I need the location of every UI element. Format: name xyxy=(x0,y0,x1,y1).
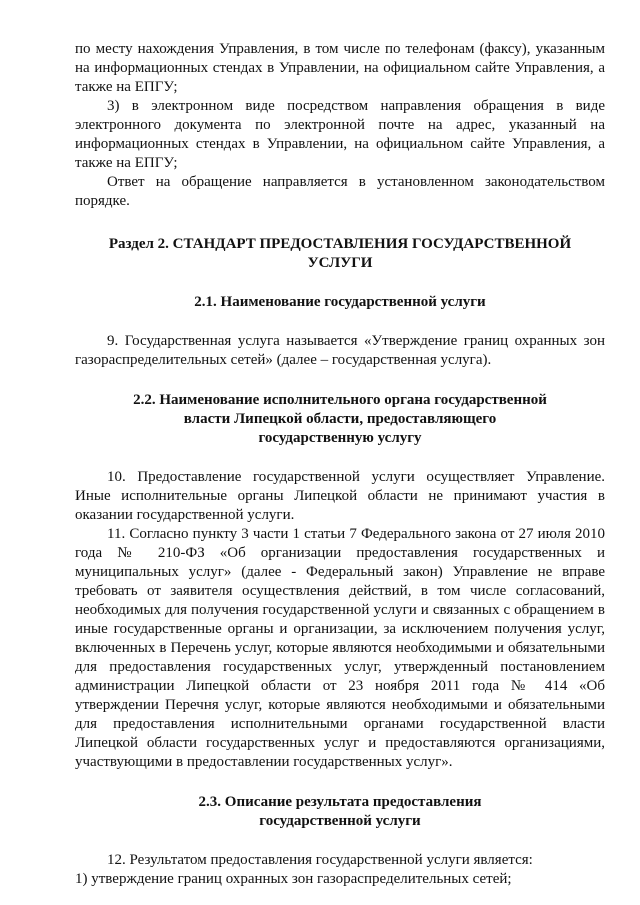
section-2-heading xyxy=(75,235,605,273)
paragraph-answer-order: Ответ на обращение направляется в установленном законодательством порядке. xyxy=(75,174,605,209)
paragraph-12: 12. Результатом предоставления государственной услуги является: xyxy=(107,852,533,868)
subsection-2-3-heading xyxy=(75,793,605,831)
subsection-2-2-heading-line3: государственную услугу xyxy=(258,430,422,446)
section-2-heading-line1: Раздел 2. СТАНДАРТ ПРЕДОСТАВЛЕНИЯ ГОСУДАРСТВЕННОЙ xyxy=(108,236,572,252)
subsection-2-3-heading-line1: 2.3. Описание результата предоставления xyxy=(198,794,482,810)
subsection-2-2-heading xyxy=(75,391,605,448)
paragraph-11: 11. Согласно пункту 3 части 1 статьи 7 Федерального закона от 27 июля 2010 года № 210-ФЗ «Об организации предоставления государственных и муниципальных услуг» (далее - Федеральный закон) Управление не вправе требовать от заявителя осуществления действий, в том числе согласований, необходимых для получения государственной услуги и связанных с обращением в иные государственные органы и организации, за исключением получения услуг, включенных в Перечень услуг, которые являются необходимыми и обязательными для предоставления государственных услуг, утвержденный постановлением администрации Липецкой области от 23 ноября 2011 года № 414 «Об утверждении Перечня услуг, которые являются необходимыми и обязательными для предоставления исполнительными органами государственной власти Липецкой области государственных услуг и предоставляются организациями, участвующими в предоставлении государственных услуг». xyxy=(75,526,605,770)
paragraph-12-item-1: 1) утверждение границ охранных зон газораспределительных сетей; xyxy=(75,871,512,887)
section-2-heading-line2: УСЛУГИ xyxy=(307,255,373,271)
paragraph-electronic-appeal: 3) в электронном виде посредством направления обращения в виде электронного документа по электронной почте на адрес, указанный на информационных стендах в Управлении, на официальном сайте Управления, а также на ЕПГУ; xyxy=(75,98,605,171)
paragraph-9: 9. Государственная услуга называется «Утверждение границ охранных зон газораспределительных сетей» (далее – государственная услуга). xyxy=(75,333,605,368)
subsection-2-2-heading-line1: 2.2. Наименование исполнительного органа государственной xyxy=(133,392,547,408)
document-page xyxy=(75,40,605,889)
paragraph-contact-continuation: по месту нахождения Управления, в том числе по телефонам (факсу), указанным на информационных стендах в Управлении, на официальном сайте Управления, а также на ЕПГУ; xyxy=(75,41,605,95)
subsection-2-2-heading-line2: власти Липецкой области, предоставляющего xyxy=(183,411,497,427)
subsection-2-1-heading: 2.1. Наименование государственной услуги xyxy=(194,294,486,310)
subsection-2-3-heading-line2: государственной услуги xyxy=(259,813,421,829)
paragraph-10: 10. Предоставление государственной услуги осуществляет Управление. Иные исполнительные органы Липецкой области не принимают участия в оказании государственной услуги. xyxy=(75,469,605,523)
